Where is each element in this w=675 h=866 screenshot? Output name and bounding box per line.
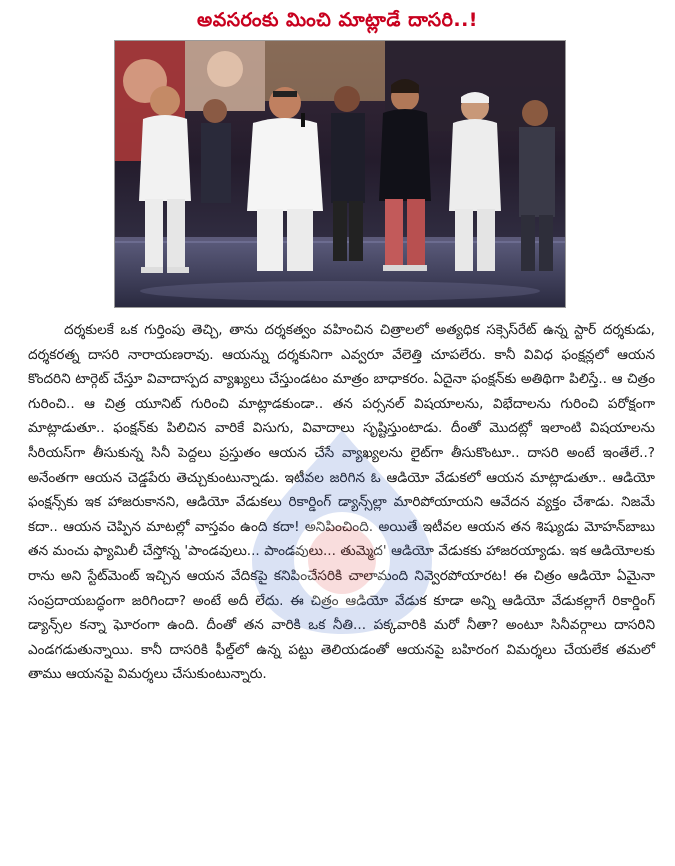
article-body: దర్శకులకే ఒక గుర్తింపు తెచ్చి, తాను దర్శకత్వం వహించిన చిత్రాలలో అత్యధిక సక్సెస్‌రేట్ ఉన్న స్టార్ దర్శకుడు, దర్శకరత్న దాసరి నారాయణరావు. ఆయన్ను దర్శకునిగా ఎవ్వరూ వేలెత్తి చూపలేరు. కానీ వివిధ ఫంక్షన్లలో ఆయన కొందరిని టార్గెట్ చేస్తూ వివాదాస్పద వ్యాఖ్యలు చేస్తుండటం మాత్రం బాధాకరం. ఏదైనా ఫంక్షన్‌కు అతిథిగా పిలిస్తే.. ఆ చిత్రం గురించి.. ఆ చిత్ర యూనిట్ గురించి మాట్లాడకుండా.. తన పర్సనల్ విషయాలను, విభేదాలను గురించి పరోక్షంగా మాట్లాడుతూ.. ఫంక్షన్‌కు పిలిచిన వారికే విసుగు, వివాదాలు సృష్టిస్తుంటాడు. దీంతో మొదట్లో ఇలాంటి విషయాలను సీరియస్‌గా తీసుకున్న సినీ పెద్దలు ప్రస్తుతం ఆయన చేసే వ్యాఖ్యలను లైట్‌గా తీసుకొంటూ.. దాసరి అంటే ఇంతేలే..? అనేంతగా ఆయన చెడ్డపేరు తెచ్చుకుంటున్నాడు. ఇటీవల జరిగిన ఓ ఆడియో వేడుకలో ఆయన మాట్లాడుతూ.. ఆడియో ఫంక్షన్స్‌కు ఇక హాజరుకానని, ఆడియో వేడుకలు రికార్డింగ్ డ్యాన్స్‌ల్లా మారిపోయాయని ఆవేదన వ్యక్తం చేశాడు. నిజమే కదా.. ఆయన చెప్పిన మాటల్లో వాస్తవం ఉంది కదా! అనిపించింది. అయితే ఇటీవల ఆయన తన శిష్యుడు మోహన్‌బాబు తన మంచు ఫ్యామిలీ చేస్తోన్న 'పాండవులు... పాండవులు... తుమ్మెద' ఆడియో వేడుకకు హాజరయ్యాడు. ఇక ఆడియోలకు రాను అని స్టేట్‌మెంట్ ఇచ్చిన ఆయన వేదికపై కనిపించేసరికి చాలామంది నివ్వెరపోయారట! ఈ చిత్రం ఆడియో ఏమైనా సంప్రదాయబద్ధంగా జరిగిందా? అంటే అదీ లేదు. ఈ చిత్రం ఆడియో వేడుక కూడా అన్ని ఆడియో వేడుకల్లాగే రికార్డింగ్ డ్యాన్స్‌ల కన్నా ఘోరంగా ఉంది. దీంతో తన వారికి ఒక నీతి... పక్కవారికి మరో నీతా? అంటూ సినీవర్గాలు దాసరిని ఎండగడుతున్నాయి. కానీ దాసరికి ఫీల్డ్‌లో ఉన్న పట్టు తెలియడంతో ఆయనపై బహిరంగ విమర్శలు చేయలేక తమలో తాము ఆయనపై విమర్శలు చేసుకుంటున్నారు. [28,322,655,683]
article-photo [114,40,566,308]
article-text-block [0,318,675,858]
article-headline: అవసరంకు మించి మాట్లాడే దాసరి..! [197,9,478,31]
event-photo-illustration [115,41,565,307]
